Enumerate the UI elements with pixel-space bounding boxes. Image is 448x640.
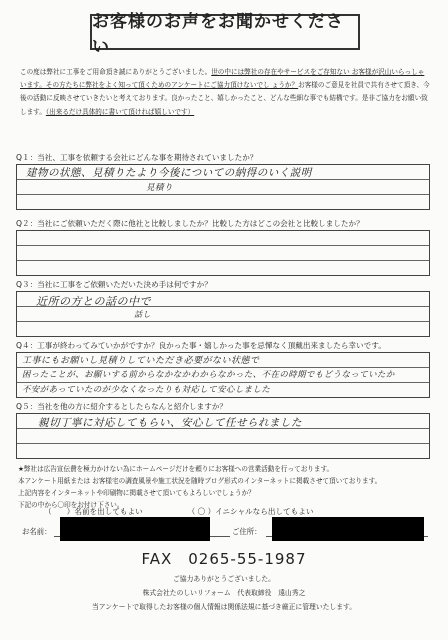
question-2-label: Q２：当社にご依頼いただく際に他社と比較しましたか？比較した方はどこの会社と比較しましたか？ [16, 219, 364, 228]
option-2-label: イニシャルなら出してもよい [215, 507, 314, 516]
address-redaction [272, 517, 424, 541]
question-1-answer-line2: 見積り [146, 183, 174, 193]
question-1-label: Q１：当社、工事を依頼する会社にどんな事を期待されていましたか？ [16, 153, 258, 162]
question-3-answer-line2: 話し [134, 310, 151, 319]
intro-p2-underlined: （出来るだけ具体的に書いて頂ければ嬉しいです） [45, 107, 195, 116]
note-4: 下記の中から〇印をお付け下さい。 [18, 501, 124, 509]
intro-p2: お客様のご意見を社員で共有させて頂き、今後の活動に反映させていきたいと考えております。良かったこと、嬉しかったこと、どんな些細な事でも結構です。是非ご協力をお願い致します。 [20, 81, 430, 116]
question-4-answer-line1: 工事にもお願いし見積りしていただき必要がない状態で [22, 356, 260, 366]
option-1-label: 名前を出してもよい [74, 507, 143, 516]
intro-p1: この度は弊社に工事をご用命頂き誠にありがとうございました。 [20, 68, 212, 76]
question-4-label: Q４：工事が終わってみていかがですか？良かった事・嬉しかった事を忌憚なく頂戴出来ましたら幸いです。 [16, 341, 386, 350]
note-1: ★弊社は広告宣伝費を極力かけない為にホームページだけを頼りにお客様への営業活動を行っております。 [18, 465, 334, 473]
name-label: お名前： [22, 527, 52, 536]
publication-notes [18, 463, 430, 511]
name-redaction [60, 517, 210, 541]
option-2-mark[interactable]: （ 〇 ） [187, 507, 216, 516]
question-5-label: Q５：当社を他の方に紹介するとしたらなんと紹介しますか？ [16, 402, 228, 411]
question-3-answer-line1: 近所の方との話の中で [36, 295, 151, 308]
note-3: 上記内容をインターネットや印刷物に掲載させて頂いてもよろしいでしょうか？ [18, 489, 255, 497]
question-1-answer-line1: 建物の状態、見積りたより今後についての納得のいく説明 [26, 167, 312, 179]
page-title: お客様のお声をお聞かせください [90, 14, 360, 50]
survey-sheet [14, 14, 434, 626]
question-4-answer-line2: 困ったことが、お願いする前からなかなかわからなかった、不在の時期でもどうなっていたか [22, 369, 395, 379]
option-1-mark[interactable]: （ ） [44, 507, 75, 516]
intro-text [20, 66, 430, 119]
note-2: 本アンケート用紙または お客様宅の調査風景や施工状況を随時ブログ形式のインターネットに掲載させて頂いております。 [18, 477, 382, 485]
intro-p1-underlined: 世の中には弊社の存在やサービスをご存知ない お客様が沢山いらっしゃいます。その方たちに弊社をよく知って頂くためのアンケートにご協力頂けないでし ょうか？ [20, 68, 425, 90]
company-text: 株式会社たのしいリフォーム 代表取締役 遠山秀之 [142, 589, 306, 597]
thanks-text: ご協力ありがとうございました。 [173, 575, 275, 583]
address-label: ご住所： [232, 527, 262, 536]
permission-options [44, 506, 313, 517]
privacy-text: 当アンケートで取得したお客様の個人情報は関係法規に基づき厳正に管理いたします。 [91, 603, 357, 611]
question-4-answer-line3: 不安があっていたのが少なくなったりも対応して安心しました [22, 384, 271, 394]
question-2-answer-box [16, 230, 430, 276]
question-5-answer-line1: 親切丁寧に対応してもらい、安心して任せられました [38, 417, 302, 429]
question-3-label: Q３：当社に工事をご依頼いただいた決め手は何ですか？ [16, 280, 212, 289]
fax-number: FAX 0265-55-1987 [141, 550, 307, 568]
